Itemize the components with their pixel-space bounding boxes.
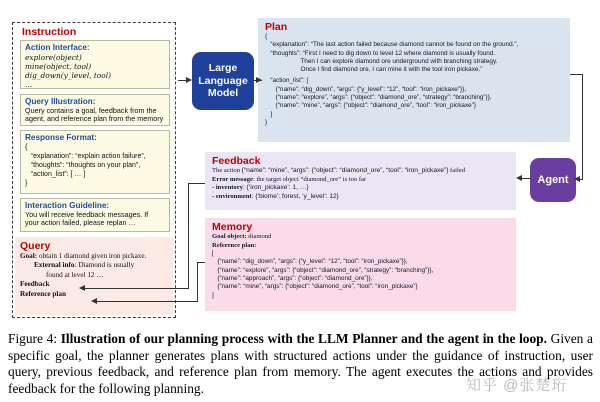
memory-goal-line [212, 233, 509, 242]
memory-json-line: ] [212, 291, 214, 299]
query-external-line [20, 261, 168, 270]
environment-text: : {‘biome’: forest, ‘y_level’: 12} [251, 192, 339, 200]
feedback-inventory-line [212, 184, 509, 193]
memory-json-line: {“name”: “mine”, “args”: {“object”: “diamond_ore”, “tool”: “iron_pickaxe”} [212, 283, 418, 291]
response-format-line: } [25, 179, 28, 187]
memory-json-line: {“name”: “approach”, “args”: {“object”: “diamond_ore”}}, [212, 275, 373, 283]
goal-object-label: Goal object: [212, 233, 247, 240]
arrow-llm-to-plan-head [256, 77, 262, 83]
action-suffix: failed [448, 167, 466, 174]
memory-title: Memory [212, 221, 253, 233]
plan-json-line: “action_list”: [ [265, 77, 309, 85]
llm-label: Large Language Model [198, 62, 248, 100]
plan-json-line: “thoughts”: “First I need to dig down to level 12 where diamond is usually found. [265, 49, 496, 57]
caption-bold: Illustration of our planning process with the LLM Planner and the agent in the loop. [60, 331, 547, 346]
external-info-text: : Diamond is usually [74, 261, 135, 270]
response-format-line: “action_list”: [ … ] [25, 170, 86, 178]
connector-memory-head [91, 298, 97, 304]
memory-json-line: {“name”: “dig_down”, “args”: {“y_level”: “12”, “tool”: “iron_pickaxe”}}, [212, 258, 408, 266]
connector-feedback-vertical [188, 183, 189, 289]
arrow-instruction-to-llm-head [186, 77, 192, 83]
memory-json-line: {“name”: “explore”, “args”: {“object”: “diamond_ore”, “strategy”: “branching”}}, [212, 266, 434, 274]
query-feedback-label: Feedback [20, 280, 50, 289]
response-format-box [20, 130, 170, 194]
plan-json-line: Once I find diamond ore, I can mine it with the tool iron pickaxe.” [265, 66, 483, 74]
feedback-environment-line [212, 193, 509, 202]
interaction-guideline-line: You will receive feedback messages. If [25, 209, 149, 219]
query-goal-line [20, 252, 168, 261]
large-language-model-box [192, 52, 254, 110]
query-external-line2: found at level 12 … [46, 270, 104, 279]
interaction-guideline-title: Interaction Guideline: [25, 201, 110, 210]
feedback-panel [205, 152, 516, 210]
arrow-plan-to-agent-head [574, 176, 580, 182]
goal-label: Goal: [20, 252, 38, 260]
action-line: ... [25, 79, 33, 89]
response-format-line: “explanation”: “explain action failure”, [25, 152, 146, 160]
query-illustration-box [20, 94, 170, 126]
plan-json-line: {“name”: “mine”, “args”: {“object”: “diamond_ore”, “tool”: “iron_pickaxe”} [265, 102, 476, 110]
instruction-query-container [12, 22, 176, 318]
zhihu-watermark: 知乎 @张楚珩 [466, 377, 568, 394]
agent-label: Agent [537, 174, 569, 186]
interaction-guideline-line: your action failed, please replan … [25, 218, 136, 228]
action-json: {“name”: “mine”, “args”: {“object”: “diamond_ore”, “tool”: “iron_pickaxe”} [241, 167, 449, 174]
feedback-error-line [212, 176, 509, 185]
action-prefix: The action [212, 167, 242, 174]
goal-object-text: diamond [246, 233, 272, 240]
caption-prefix: Figure 4: [8, 331, 61, 346]
connector-feedback-head [79, 285, 85, 291]
action-interface-box [20, 40, 170, 89]
connector-memory-vertical [197, 262, 198, 302]
reference-plan-label: Reference plan: [212, 241, 257, 249]
interaction-guideline-box [20, 198, 170, 232]
response-format-title: Response Format: [25, 133, 97, 142]
arrow-agent-to-feedback-head [516, 175, 522, 181]
memory-panel [205, 218, 516, 311]
arrow-plan-to-agent-vertical [582, 74, 583, 180]
goal-text: obtain 1 diamond given iron pickaxe. [37, 252, 147, 260]
plan-json-line: “explanation”: “The last action failed because diamond cannot be found on the ground.”, [265, 41, 519, 49]
plan-panel [258, 18, 570, 142]
action-line: mine(object, tool) [25, 61, 92, 71]
plan-json-line: } [265, 118, 268, 126]
connector-feedback-horizontal [188, 183, 205, 184]
plan-title: Plan [265, 21, 288, 33]
inventory-label: - inventory [212, 184, 243, 192]
plan-json-line: {“name”: “explore”, “args”: {“object”: “diamond_ore”, “strategy”: “branching”}}, [265, 94, 492, 102]
feedback-title: Feedback [212, 155, 261, 167]
response-format-line: “thoughts”: “thoughts on your plan”, [25, 161, 141, 169]
arrow-agent-to-feedback-line [521, 178, 530, 179]
query-title: Query [20, 240, 51, 252]
inventory-text: : {‘iron_pickaxe’: 1, …} [242, 184, 309, 192]
plan-json-line: {“name”: “dig_down”, “args”: {“y_level”: “12”, “tool”: “iron_pickaxe”}}, [265, 85, 467, 93]
caption-rest: Given a specific goal, the planner generates plans with structured actions under the guidance of instruction, user query, previous feedback, and reference plan from memory. The agent executes the actions and provides feedback for the following planning. [8, 331, 593, 396]
query-reference-label: Reference plan [20, 289, 66, 298]
action-line: explore(object) [25, 52, 82, 62]
response-format-line: { [25, 143, 28, 151]
error-text: : the target object “diamond_ore” is too far [252, 175, 367, 183]
plan-json-line: Then I can explore diamond ore underground with branching strategy. [265, 57, 498, 65]
instruction-title: Instruction [22, 26, 77, 38]
environment-label: - environment [212, 192, 252, 200]
connector-feedback-bottom [84, 288, 189, 289]
query-illustration-title: Query Illustration: [25, 97, 96, 106]
query-illustration-line: Query contains a goal, feedback from the [25, 105, 157, 115]
error-label: Error message [212, 175, 253, 183]
action-interface-title: Action Interface: [25, 43, 90, 52]
feedback-action-line [212, 167, 509, 176]
plan-json-line: ] [265, 110, 273, 118]
action-line: dig_down(y_level, tool) [25, 70, 112, 80]
connector-memory-bottom [96, 301, 198, 302]
plan-json-line: { [265, 33, 268, 40]
query-illustration-line: agent, and reference plan from the memory [25, 114, 164, 124]
agent-box [530, 158, 576, 202]
memory-json-line: [ [212, 250, 214, 258]
external-info-label: External info [34, 261, 75, 270]
